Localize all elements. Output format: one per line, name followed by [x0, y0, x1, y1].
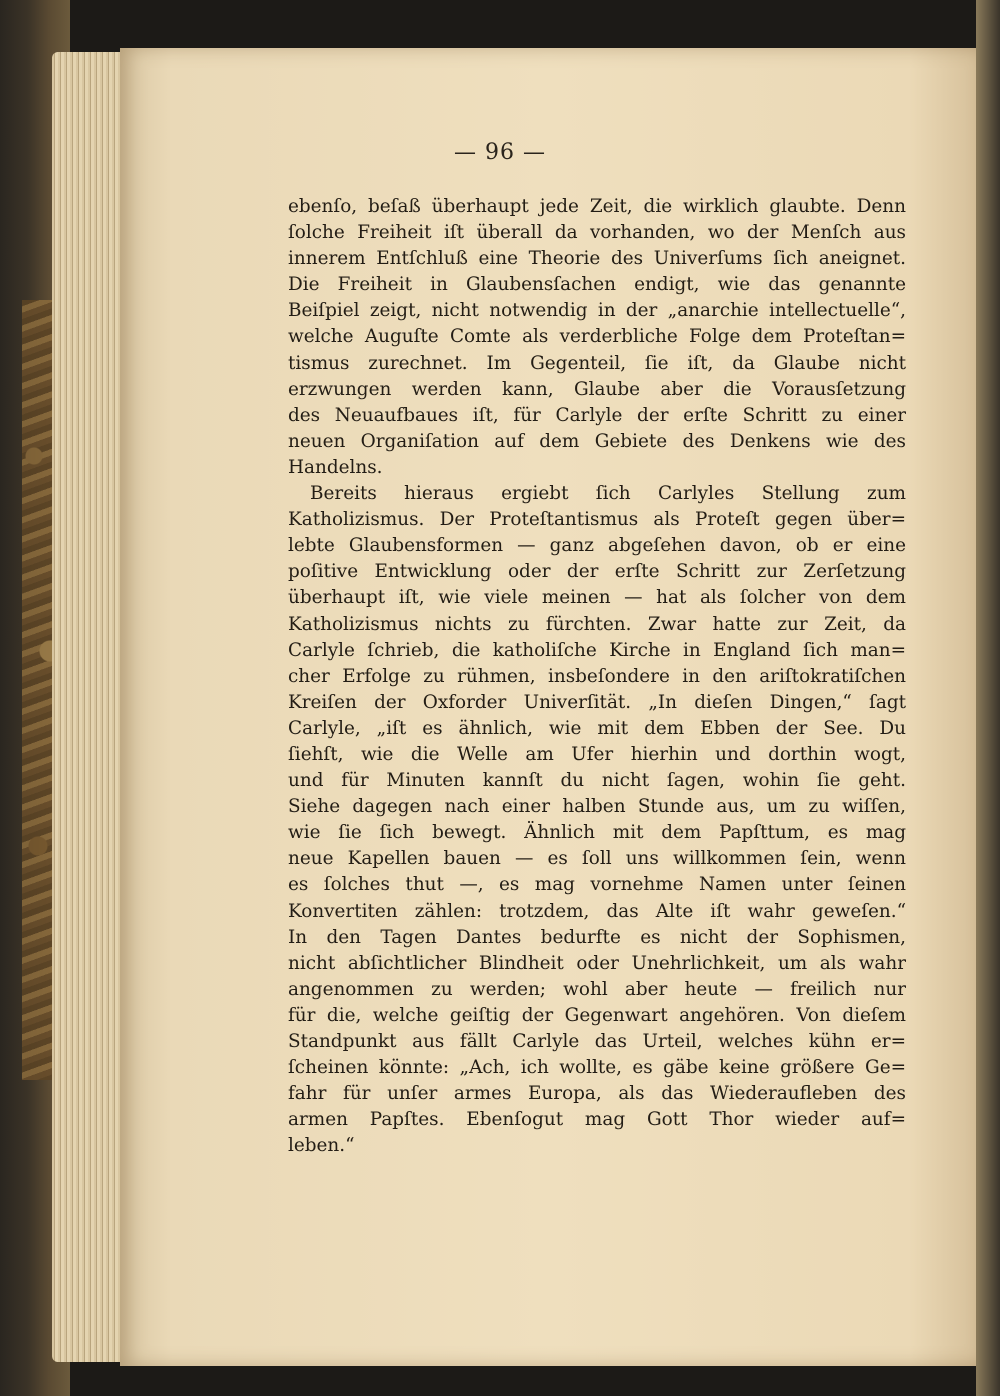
text-line: überhaupt iſt, wie viele meinen — hat als ſolcher von dem: [288, 587, 906, 609]
body-text: [288, 194, 906, 1159]
text-line: Kreiſen der Oxforder Univerſität. „In dieſen Dingen,“ ſagt: [288, 691, 906, 713]
text-line: ebenſo, beſaß überhaupt jede Zeit, die wirklich glaubte. Denn: [288, 196, 906, 217]
text-line: Handelns.: [288, 456, 383, 478]
text-line: neue Kapellen bauen — es ſoll uns willkommen ſein, wenn: [288, 848, 906, 870]
text-line: Standpunkt aus fällt Carlyle das Urteil, welches kühn er=: [288, 1031, 906, 1052]
text-line: poſitive Entwicklung oder der erſte Schritt zur Zerſetzung: [288, 561, 906, 583]
page-number-header: — 96 —: [454, 140, 546, 165]
text-line: es ſolches thut —, es mag vornehme Namen unter ſeinen: [288, 874, 906, 896]
text-line: und für Minuten kannſt du nicht ſagen, wohin ſie geht.: [288, 770, 906, 792]
text-line: cher Erfolge zu rühmen, insbeſondere in den ariſtokratiſchen: [288, 665, 906, 687]
text-line: Siehe dagegen nach einer halben Stunde aus, um zu wiſſen,: [288, 796, 906, 818]
text-line: armen Papſtes. Ebenſogut mag Gott Thor wieder auf=: [288, 1109, 906, 1131]
text-line: für die, welche geiſtig der Gegenwart angehören. Von dieſem: [288, 1004, 906, 1026]
text-line: ſcheinen könnte: „Ach, ich wollte, es gäbe keine größere Ge=: [288, 1057, 906, 1079]
text-line: ſolche Freiheit iſt überall da vorhanden, wo der Menſch aus: [288, 222, 906, 244]
text-line: neuen Organiſation auf dem Gebiete des Denkens wie des: [288, 430, 906, 452]
text-line: nicht abſichtlicher Blindheit oder Unehrlichkeit, um als wahr: [288, 952, 906, 974]
text-line: welche Auguſte Comte als verderbliche Folge dem Proteſtan=: [288, 326, 906, 348]
text-line: tismus zurechnet. Im Gegenteil, ſie iſt, da Glaube nicht: [288, 352, 906, 374]
text-line: Bereits hieraus ergiebt ſich Carlyles Stellung zum: [310, 483, 906, 505]
text-line: fahr für unſer armes Europa, als das Wiederaufleben des: [288, 1083, 906, 1105]
text-line: ſiehſt, wie die Welle am Ufer hierhin und dorthin wogt,: [288, 743, 906, 765]
text-line: Konvertiten zählen: trotzdem, das Alte iſt wahr geweſen.“: [288, 900, 906, 922]
text-line: erzwungen werden kann, Glaube aber die Vorausſetzung: [288, 378, 906, 400]
text-line: innerem Entſchluß eine Theorie des Univerſums ſich aneignet.: [288, 248, 906, 270]
text-line: leben.“: [288, 1135, 355, 1157]
text-line: wie ſie ſich bewegt. Ähnlich mit dem Papſttum, es mag: [288, 822, 906, 844]
text-line: Carlyle, „iſt es ähnlich, wie mit dem Ebben der See. Du: [288, 717, 906, 739]
book-cover-right: [976, 0, 1000, 1396]
text-line: Carlyle ſchrieb, die katholiſche Kirche in England ſich man=: [288, 639, 906, 661]
text-line: Katholizismus. Der Proteſtantismus als Proteſt gegen über=: [288, 509, 906, 531]
text-line: lebte Glaubensformen — ganz abgeſehen davon, ob er eine: [288, 535, 906, 557]
text-line: Katholizismus nichts zu fürchten. Zwar hatte zur Zeit, da: [288, 613, 906, 635]
text-line: des Neuaufbaues iſt, für Carlyle der erſte Schritt zu einer: [288, 404, 906, 426]
text-line: In den Tagen Dantes bedurfte es nicht der Sophismen,: [288, 926, 906, 948]
text-line: Beiſpiel zeigt, nicht notwendig in der „anarchie intellectuelle“,: [288, 300, 906, 322]
text-line: angenommen zu werden; wohl aber heute — freilich nur: [288, 978, 906, 1000]
text-line: Die Freiheit in Glaubensſachen endigt, wie das genannte: [288, 274, 906, 296]
